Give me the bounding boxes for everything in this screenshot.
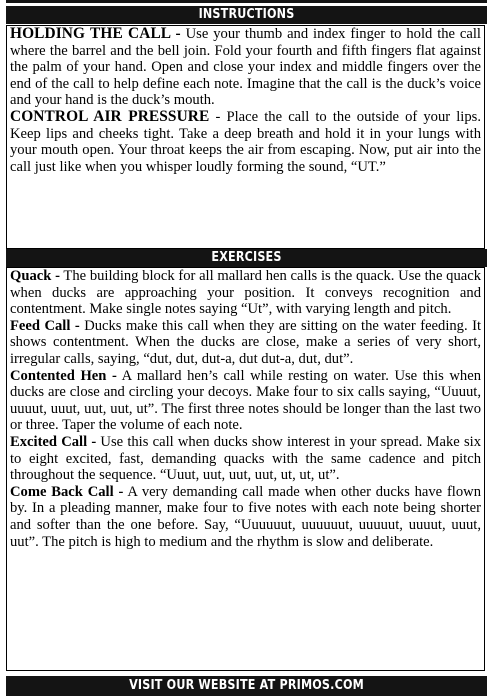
instructions-heading: INSTRUCTIONS [198, 7, 295, 22]
exercise-item-contented-hen [10, 368, 481, 434]
instruction-item-holding [10, 26, 481, 109]
footer-website-text[interactable]: VISIT OUR WEBSITE AT PRIMOS.COM [129, 678, 364, 693]
exercises-heading: EXERCISES [211, 250, 282, 265]
exercise-title: Quack - [10, 268, 60, 284]
instruction-item-air-pressure [10, 109, 481, 175]
exercise-title: Feed Call - [10, 317, 80, 334]
instruction-text: Use your thumb and index finger to hold the call where the barrel and the bell join. Fold your fourth and fifth fingers flat against the palm of your hand. Open and close your index and middle fingers over the end of the call to help define each note. Imagine that the call is the duck’s voice and your hand is the duck’s mouth. [10, 26, 481, 109]
exercise-title: Come Back Call - [10, 483, 124, 500]
exercise-text: A very demanding call made when other ducks have flown by. In a pleading manner, make four to five notes with each note being shorter and softer than the one before. Say, “Uuuuuut, uuuuuut, uuuuut, uuuut, uuut, uut”. The pitch is high to medium and the rhythm is slow and deliberate. [10, 483, 481, 550]
exercise-text: A mallard hen’s call while resting on water. Use this when ducks are close and circling your decoys. Make four to six calls saying, “Uuuut, uuuut, uuut, uut, uut, ut”. The first three notes should be longer than the last two or three. Taper the volume of each note. [10, 367, 481, 434]
exercise-item-excited-call [10, 434, 481, 484]
exercise-title: Contented Hen - [10, 367, 117, 384]
exercises-panel [6, 267, 485, 671]
instruction-text: - Place the call to the outside of your lips. Keep lips and cheeks tight. Take a deep breath and hold it in your lungs with your mouth open. Your throat keeps the air from escaping. Now, put air into the call just like when you whisper loudly forming the sound, “UT.” [10, 108, 481, 175]
exercise-text: Use this call when ducks show interest in your spread. Make six to eight excited, fast, demanding quacks with the same cadence and pitch throughout the sequence. “Uuut, uut, uut, uut, ut, ut, ut”. [10, 433, 481, 484]
exercise-item-feed-call [10, 318, 481, 368]
exercise-item-quack [10, 268, 481, 318]
instruction-title: CONTROL AIR PRESSURE [10, 107, 210, 125]
exercise-text: The building block for all mallard hen calls is the quack. Use the quack when ducks are approaching your position. It conveys recognition and contentment. Make single notes saying “Ut”, with varying length and pitch. [10, 268, 481, 318]
exercises-heading-bar [6, 249, 487, 267]
exercise-text: Ducks make this call when they are sitting on the water feeding. It shows contentment. When the ducks are close, make a series of very short, irregular calls, saying, “dut, dut, dut-a, dut dut-a, dut, dut”. [10, 317, 482, 367]
instructions-panel [6, 25, 485, 249]
instruction-title: HOLDING THE CALL - [10, 25, 181, 42]
exercise-item-come-back-call [10, 484, 481, 550]
exercise-title: Excited Call - [10, 433, 97, 450]
footer-bar [6, 676, 487, 696]
instructions-heading-bar [6, 6, 487, 24]
top-edge-bar [6, 0, 487, 3]
